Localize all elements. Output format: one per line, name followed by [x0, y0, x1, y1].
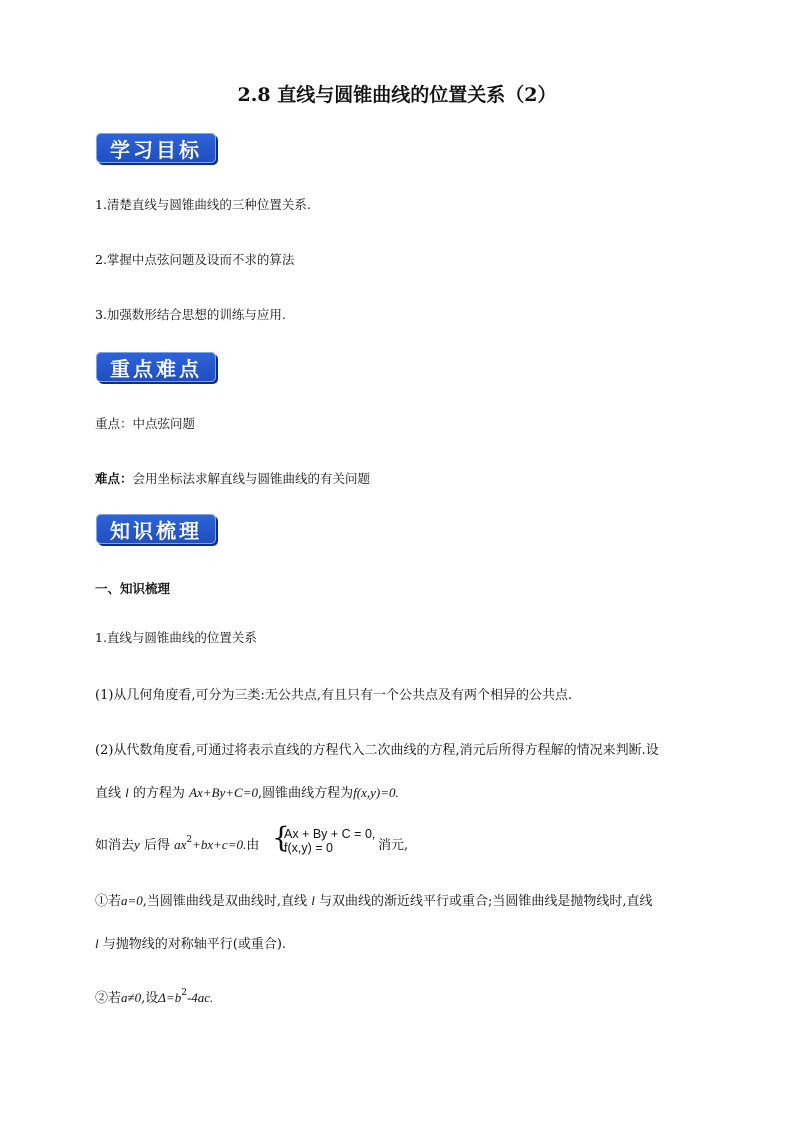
math-a-zero: a=0 — [121, 893, 143, 908]
paragraph-4-line-2 — [95, 933, 286, 952]
math-discriminant: -4ac. — [186, 990, 214, 1005]
goal-item-3: 3.加强数形结合思想的训练与应用. — [95, 307, 286, 322]
paragraph-2-line-1: (2)从代数角度看,可通过将表示直线的方程代入二次曲线的方程,消元后所得方程解的情况来判断.设 — [95, 743, 659, 758]
superscript: 2 — [186, 834, 193, 845]
text: 直线 — [95, 786, 122, 801]
text: 与抛物线的对称轴平行(或重合). — [102, 937, 287, 952]
math-delta: Δ=b — [158, 990, 182, 1005]
text: 的方程为 — [132, 786, 185, 801]
text: 由 — [246, 838, 260, 853]
section-badge-key: 重点难点 — [96, 352, 216, 382]
math-curve-equation: f(x,y)=0. — [353, 785, 399, 800]
paragraph-1: (1)从几何角度看,可分为三类:无公共点,有且只有一个公共点及有两个相异的公共点. — [95, 688, 573, 703]
key-point-nandian — [95, 469, 370, 487]
math-l: l — [125, 785, 129, 800]
section-badge-review: 知识梳理 — [96, 514, 216, 544]
math-a-nonzero: a≠0 — [121, 990, 142, 1005]
equation-system — [284, 827, 375, 855]
brace-icon: { — [272, 821, 290, 854]
review-subheading-1: 1.直线与圆锥曲线的位置关系 — [95, 630, 257, 645]
text: ,设 — [141, 991, 159, 1006]
superscript: 2 — [181, 987, 187, 998]
system-line-1: Ax + By + C = 0, — [284, 827, 376, 841]
nandian-label: 难点： — [95, 471, 133, 486]
text: ,当圆锥曲线是双曲线时,直线 — [142, 894, 308, 909]
text: ①若 — [95, 894, 122, 909]
math-ax: ax — [174, 837, 187, 852]
section-badge-goals: 学习目标 — [96, 133, 216, 163]
math-quadratic: +bx+c=0. — [192, 837, 247, 852]
goal-item-1: 1.清楚直线与圆锥曲线的三种位置关系. — [95, 197, 311, 212]
nandian-text: 会用坐标法求解直线与圆锥曲线的有关问题 — [132, 471, 371, 486]
system-line-2: f(x,y) = 0 — [284, 841, 333, 855]
math-line-equation: Ax+By+C=0 — [189, 785, 258, 800]
paragraph-5 — [95, 987, 213, 1006]
text: ②若 — [95, 991, 122, 1006]
paragraph-3 — [95, 834, 259, 853]
math-l: l — [311, 893, 315, 908]
math-l: l — [95, 936, 99, 951]
page-title: 2.8 直线与圆锥曲线的位置关系（2） — [237, 84, 557, 106]
paragraph-3-end: 消元, — [378, 838, 409, 853]
review-heading: 一、知识梳理 — [95, 581, 171, 596]
text: 与双曲线的渐近线平行或重合;当圆锥曲线是抛物线时,直线 — [318, 894, 653, 909]
math-y: y — [134, 837, 140, 852]
key-point-zhongdian: 重点：中点弦问题 — [95, 416, 196, 431]
text: 后得 — [143, 838, 170, 853]
goal-item-2: 2.掌握中点弦问题及设而不求的算法 — [95, 252, 295, 267]
paragraph-2-line-2 — [95, 782, 399, 801]
text: 如消去 — [95, 838, 135, 853]
paragraph-4-line-1 — [95, 890, 652, 909]
text: ,圆锥曲线方程为 — [258, 786, 354, 801]
